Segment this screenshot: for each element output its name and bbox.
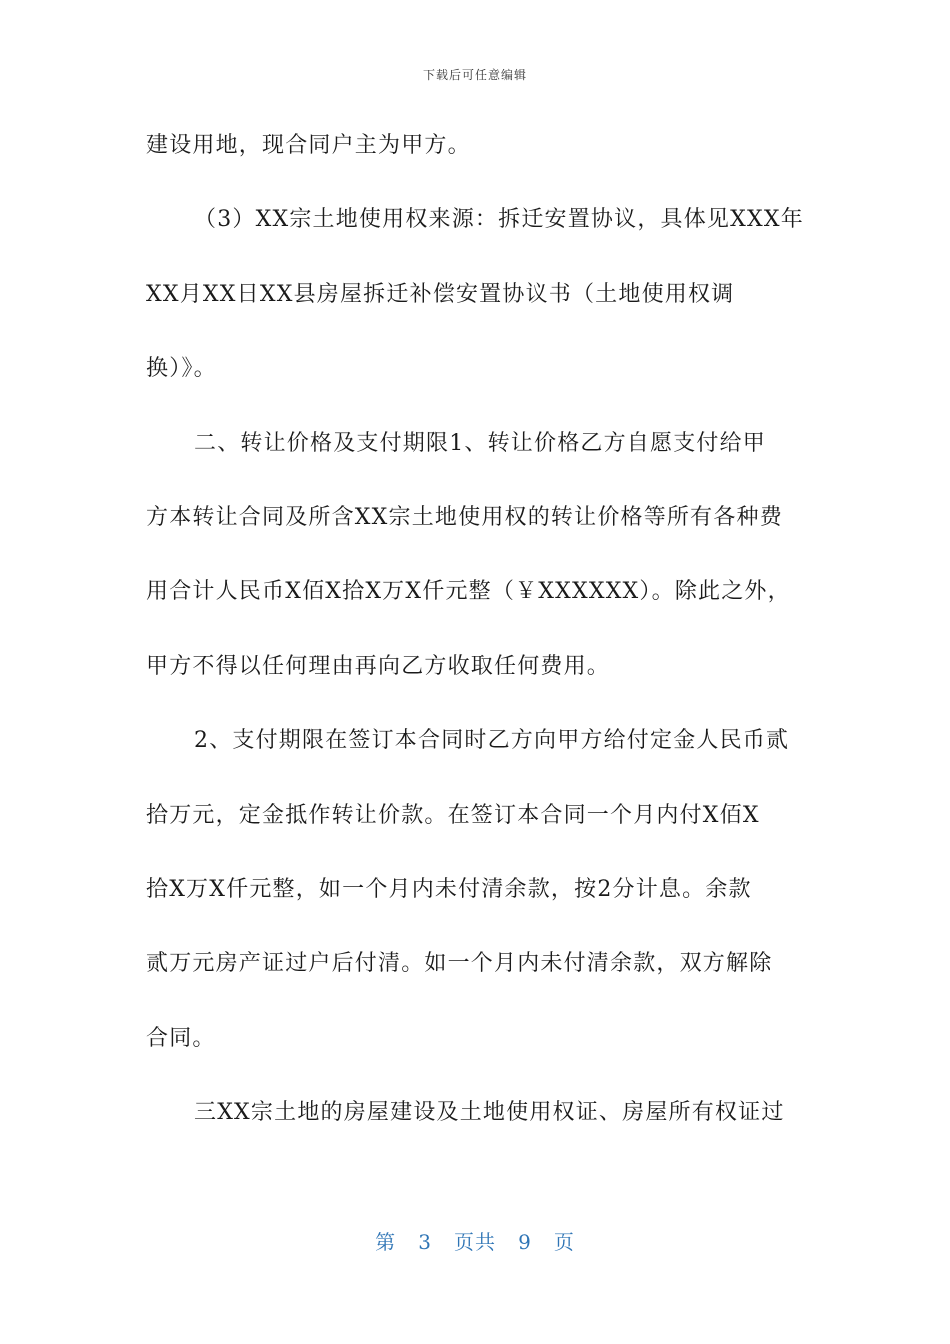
total-pages-number: 9 — [518, 1230, 532, 1254]
text-line: XX月XX日XX县房屋拆迁补偿安置协议书（土地使用权调 — [146, 281, 735, 307]
page-header: 下载后可任意编辑 — [422, 68, 527, 82]
text-line: （3）XX宗土地使用权来源：拆迁安置协议，具体见XXX年 — [194, 207, 804, 233]
document-body — [146, 118, 806, 1159]
text-line: 甲方不得以任何理由再向乙方收取任何费用。 — [146, 653, 611, 679]
text-line: 二、转让价格及支付期限1、转让价格乙方自愿支付给甲 — [194, 430, 766, 456]
text-line: 用合计人民币X佰X拾X万X仟元整（￥XXXXXX）。除此之外， — [146, 579, 791, 605]
footer-suffix: 页 — [553, 1230, 575, 1254]
text-line: 拾X万X仟元整，如一个月内未付清余款，按2分计息。余款 — [146, 876, 752, 902]
footer-middle: 页共 — [454, 1230, 496, 1254]
text-line: 方本转让合同及所含XX宗土地使用权的转让价格等所有各种费 — [146, 504, 783, 530]
text-line: 2、支付期限在签订本合同时乙方向甲方给付定金人民币贰 — [194, 728, 790, 754]
page-footer — [0, 1226, 950, 1255]
text-line: 贰万元房产证过户后付清。如一个月内未付清余款，双方解除 — [146, 951, 773, 977]
text-line: 拾万元，定金抵作转让价款。在签订本合同一个月内付X佰X — [146, 802, 760, 828]
text-line: 合同。 — [146, 1025, 216, 1051]
footer-prefix: 第 — [375, 1230, 397, 1254]
current-page-number: 3 — [418, 1230, 432, 1254]
text-line: 三XX宗土地的房屋建设及土地使用权证、房屋所有权证过 — [194, 1100, 785, 1126]
text-line: 建设用地，现合同户主为甲方。 — [146, 133, 471, 158]
text-line: 换）》。 — [146, 356, 217, 382]
